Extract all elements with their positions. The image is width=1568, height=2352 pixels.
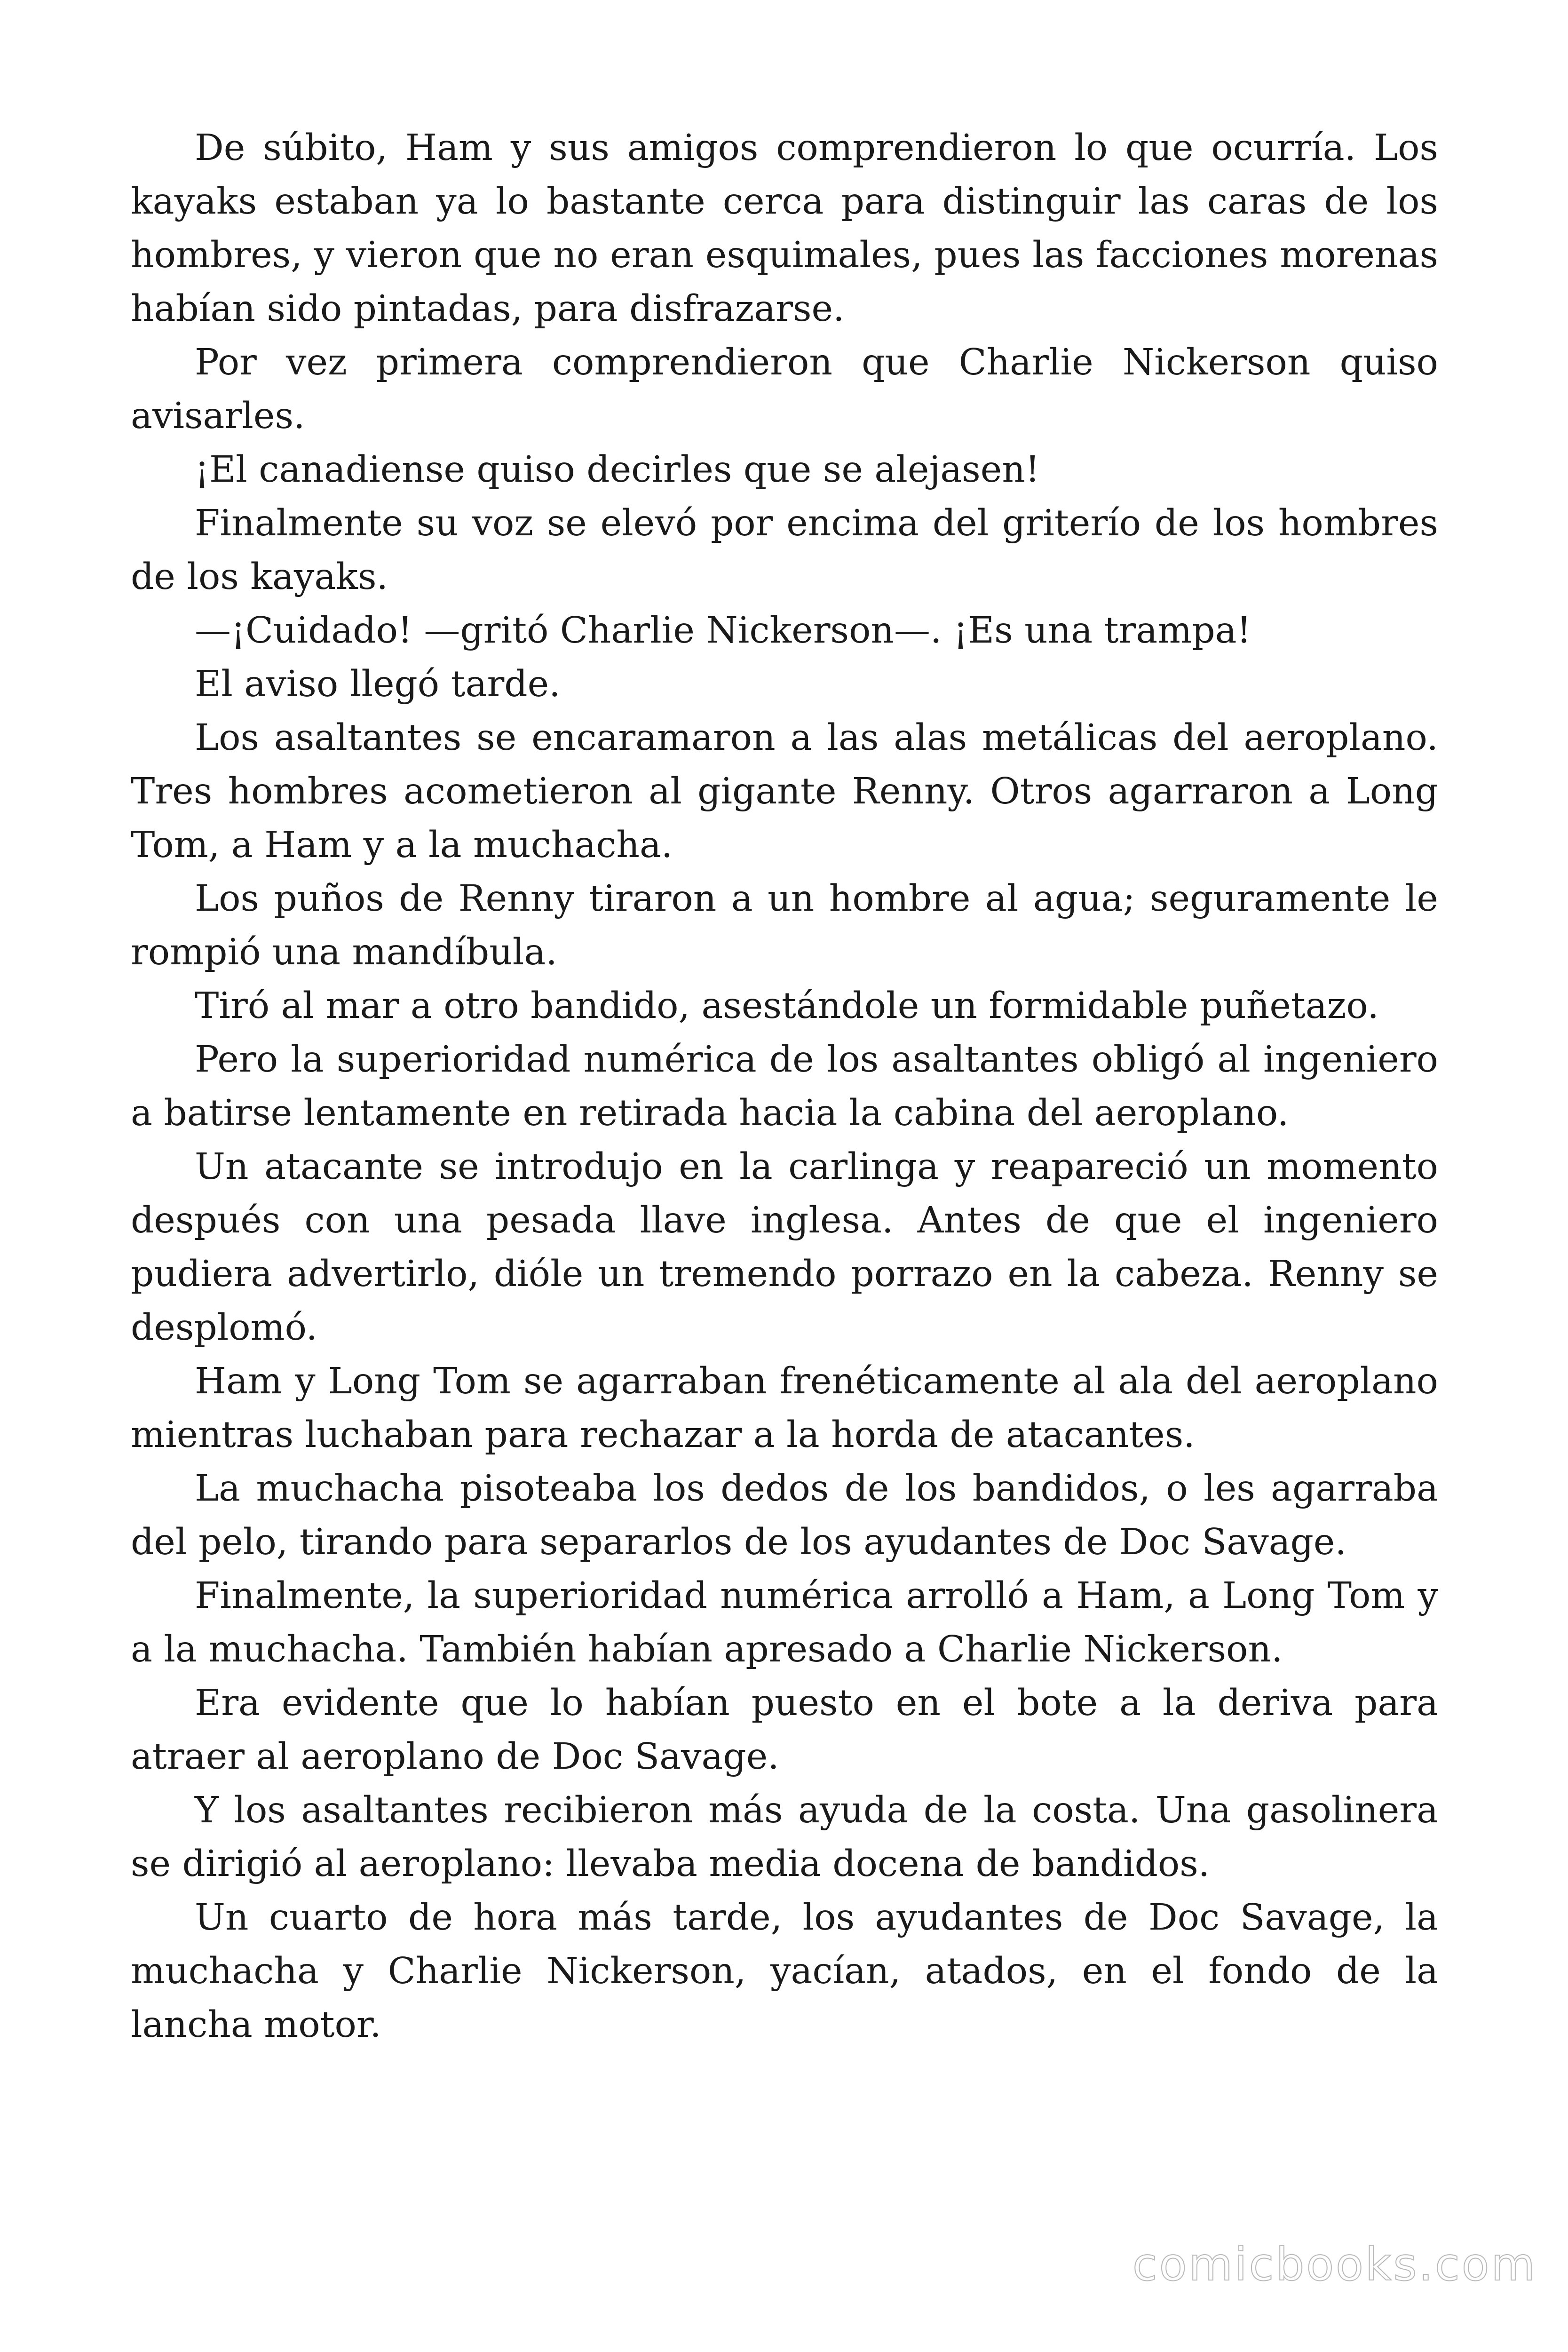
paragraph: Ham y Long Tom se agarraban frenéticamente al ala del aeroplano mientras luchaban para rechazar a la horda de atacantes. xyxy=(131,1360,1438,1456)
paragraph: Finalmente, la superioridad numérica arrolló a Ham, a Long Tom y a la muchacha. También habían apresado a Charlie Nickerson. xyxy=(131,1575,1438,1670)
paragraph: De súbito, Ham y sus amigos comprendieron lo que ocurría. Los kayaks estaban ya lo bastante cerca para distinguir las caras de los hombres, y vieron que no eran esquimales, pues las facciones morenas habían sido pintadas, para disfrazarse. xyxy=(131,127,1438,330)
paragraph: Tiró al mar a otro bandido, asestándole un formidable puñetazo. xyxy=(195,985,1379,1027)
paragraph: Era evidente que lo habían puesto en el bote a la deriva para atraer al aeroplano de Doc Savage. xyxy=(131,1682,1438,1778)
paragraph: Por vez primera comprendieron que Charlie Nickerson quiso avisarles. xyxy=(131,342,1438,437)
paragraph: —¡Cuidado! —gritó Charlie Nickerson—. ¡Es una trampa! xyxy=(195,610,1251,652)
page-body-text xyxy=(131,121,1438,2052)
paragraph: Un cuarto de hora más tarde, los ayudantes de Doc Savage, la muchacha y Charlie Nickerson, yacían, atados, en el fondo de la lancha motor. xyxy=(131,1897,1438,2046)
paragraph: El aviso llegó tarde. xyxy=(195,663,561,705)
paragraph: Los puños de Renny tiraron a un hombre al agua; seguramente le rompió una mandíbula. xyxy=(131,878,1438,973)
paragraph: La muchacha pisoteaba los dedos de los bandidos, o les agarraba del pelo, tirando para separarlos de los ayudantes de Doc Savage. xyxy=(131,1468,1438,1563)
site-watermark: comicbooks.com xyxy=(1132,2238,1537,2291)
paragraph: Pero la superioridad numérica de los asaltantes obligó al ingeniero a batirse lentamente en retirada hacia la cabina del aeroplano. xyxy=(131,1039,1438,1134)
paragraph: Finalmente su voz se elevó por encima del griterío de los hombres de los kayaks. xyxy=(131,502,1438,598)
paragraph: Un atacante se introdujo en la carlinga y reapareció un momento después con una pesada llave inglesa. Antes de que el ingeniero pudiera advertirlo, dióle un tremendo porrazo en la cabeza. Renny se desplomó. xyxy=(131,1146,1438,1349)
paragraph: ¡El canadiense quiso decirles que se alejasen! xyxy=(195,449,1040,491)
paragraph: Y los asaltantes recibieron más ayuda de la costa. Una gasolinera se dirigió al aeroplano: llevaba media docena de bandidos. xyxy=(131,1789,1438,1885)
paragraph: Los asaltantes se encaramaron a las alas metálicas del aeroplano. Tres hombres acometieron al gigante Renny. Otros agarraron a Long Tom, a Ham y a la muchacha. xyxy=(131,717,1438,866)
